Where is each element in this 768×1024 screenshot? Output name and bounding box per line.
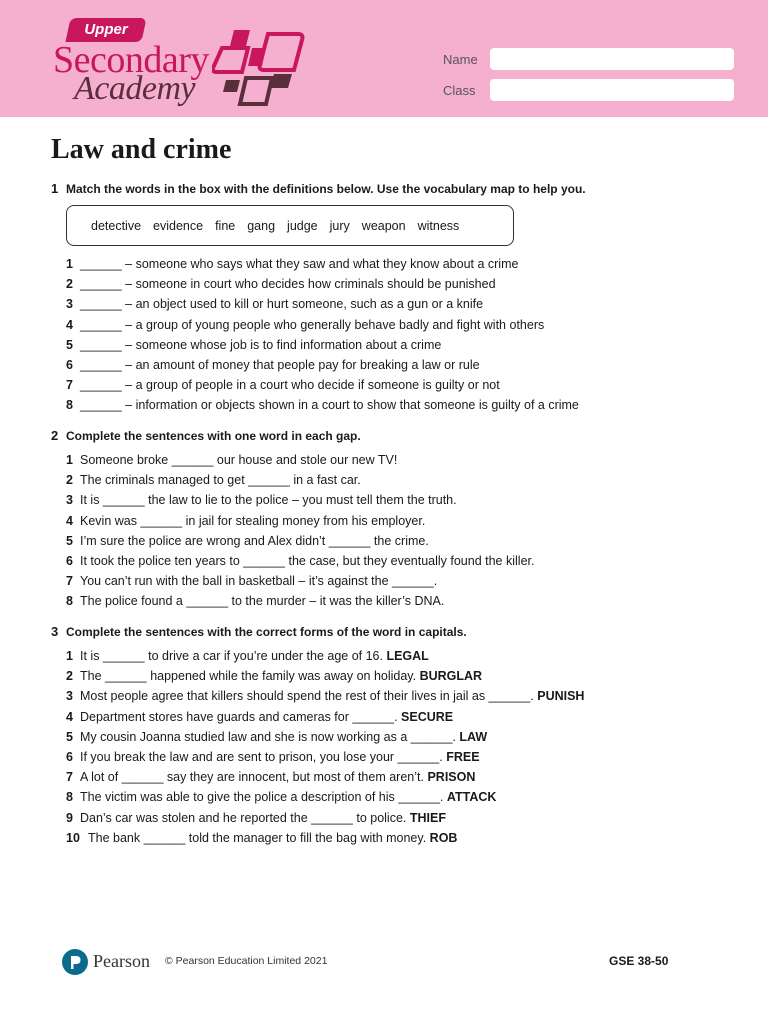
item-text: It is ______ to drive a car if you’re under the age of 16. — [80, 649, 383, 663]
item-number: 4 — [66, 709, 73, 724]
item-number: 6 — [66, 749, 73, 764]
item-text: ______ – someone in court who decides how criminals should be punished — [80, 277, 496, 292]
list-item — [66, 727, 584, 747]
list-item — [66, 511, 534, 531]
item-text: Kevin was ______ in jail for stealing money from his employer. — [80, 513, 426, 528]
item-keyword: PUNISH — [537, 689, 585, 704]
item-number: 5 — [66, 729, 73, 744]
list-item — [66, 666, 584, 686]
list-item — [66, 254, 579, 274]
header-band — [0, 0, 768, 117]
word-box — [66, 205, 514, 246]
ex2-instruction-text: Complete the sentences with one word in each gap. — [66, 429, 361, 443]
item-number: 2 — [66, 669, 73, 684]
item-text: Dan’s car was stolen and he reported the ______ to police. — [80, 810, 407, 825]
item-keyword: ROB — [429, 830, 458, 845]
list-item — [66, 470, 534, 490]
item-keyword: LAW — [459, 729, 488, 744]
item-number: 3 — [66, 689, 73, 704]
class-label: Class — [443, 83, 476, 98]
ex2-list — [66, 450, 534, 612]
list-item — [66, 551, 534, 571]
word-box-item: detective — [91, 218, 142, 233]
word-box-item: jury — [329, 218, 350, 233]
item-text: I’m sure the police are wrong and Alex didn’t ______ the crime. — [80, 533, 429, 548]
list-item — [66, 571, 534, 591]
word-box-item: weapon — [361, 218, 406, 233]
item-text: ______ – someone who says what they saw and what they know about a crime — [80, 257, 519, 271]
ex1-instruction-text: Match the words in the box with the definitions below. Use the vocabulary map to help you. — [66, 182, 586, 196]
item-keyword: BURGLAR — [419, 669, 483, 684]
item-text: The criminals managed to get ______ in a fast car. — [80, 473, 361, 488]
item-text: The bank ______ told the manager to fill the bag with money. — [88, 830, 427, 845]
list-item — [66, 355, 579, 375]
name-label: Name — [443, 52, 478, 67]
item-keyword: LEGAL — [386, 649, 429, 663]
pearson-brand: Pearson — [93, 951, 150, 971]
list-item — [66, 375, 579, 395]
list-item — [66, 808, 584, 828]
list-item — [66, 591, 534, 611]
word-box-item: evidence — [153, 218, 204, 233]
list-item — [66, 828, 584, 848]
list-item — [66, 274, 579, 294]
item-number: 8 — [66, 594, 73, 609]
ex2-number: 2 — [51, 428, 59, 443]
ex3-instruction — [51, 624, 467, 639]
ex3-list — [66, 646, 584, 848]
list-item — [66, 294, 579, 314]
item-number: 7 — [66, 378, 73, 393]
ex1-number: 1 — [51, 181, 59, 196]
class-field[interactable] — [490, 79, 734, 101]
item-text: ______ – a group of young people who generally behave badly and fight with others — [80, 317, 545, 332]
gse-level: GSE 38-50 — [609, 954, 669, 968]
item-keyword: THIEF — [409, 810, 446, 825]
item-number: 6 — [66, 357, 73, 372]
list-item — [66, 646, 584, 666]
item-text: If you break the law and are sent to prison, you lose your ______. — [80, 749, 443, 764]
list-item — [66, 707, 584, 727]
item-number: 8 — [66, 398, 73, 413]
item-number: 9 — [66, 810, 73, 825]
list-item — [66, 450, 534, 470]
item-text: ______ – a group of people in a court who decide if someone is guilty or not — [80, 378, 500, 393]
word-box-item: fine — [215, 218, 236, 233]
item-text: The ______ happened while the family was away on holiday. — [80, 669, 417, 684]
item-text: ______ – an amount of money that people pay for breaking a law or rule — [80, 357, 480, 372]
item-keyword: ATTACK — [446, 790, 497, 805]
page-title: Law and crime — [51, 134, 232, 165]
logo-academy-text: Academy — [74, 70, 196, 107]
item-number: 3 — [66, 493, 73, 508]
item-number: 5 — [66, 337, 73, 352]
item-number: 7 — [66, 770, 73, 785]
ex1-instruction — [51, 181, 586, 196]
item-text: The victim was able to give the police a description of his ______. — [80, 790, 444, 805]
item-text: You can’t run with the ball in basketball – it’s against the ______. — [80, 574, 438, 589]
item-number: 2 — [66, 277, 73, 292]
word-box-item: judge — [287, 218, 318, 233]
item-text: My cousin Joanna studied law and she is now working as a ______. — [80, 729, 456, 744]
item-text: It took the police ten years to ______ the case, but they eventually found the killer. — [80, 553, 535, 568]
item-number: 7 — [66, 574, 73, 589]
list-item — [66, 767, 584, 787]
item-text: ______ – someone whose job is to find information about a crime — [80, 337, 442, 352]
item-text: The police found a ______ to the murder – it was the killer’s DNA. — [80, 594, 445, 609]
item-text: It is ______ the law to lie to the police – you must tell them the truth. — [80, 493, 457, 508]
list-item — [66, 686, 584, 706]
item-number: 4 — [66, 317, 73, 332]
item-number: 10 — [66, 830, 80, 845]
ex3-number: 3 — [51, 624, 59, 639]
item-number: 4 — [66, 513, 73, 528]
item-text: Department stores have guards and cameras for ______. — [80, 709, 398, 724]
ex2-instruction — [51, 428, 361, 443]
pearson-logo-icon — [62, 949, 88, 975]
item-number: 2 — [66, 473, 73, 488]
item-text: A lot of ______ say they are innocent, but most of them aren’t. — [80, 770, 424, 785]
list-item — [66, 531, 534, 551]
list-item — [66, 490, 534, 510]
item-text: ______ – information or objects shown in a court to show that someone is guilty of a crime — [80, 398, 579, 413]
copyright-text: © Pearson Education Limited 2021 — [165, 955, 328, 967]
item-number: 5 — [66, 533, 73, 548]
word-box-item: gang — [247, 218, 276, 233]
item-keyword: PRISON — [427, 770, 476, 785]
list-item — [66, 787, 584, 807]
list-item — [66, 315, 579, 335]
logo-shapes-icon — [212, 26, 307, 111]
list-item — [66, 335, 579, 355]
item-text: ______ – an object used to kill or hurt someone, such as a gun or a knife — [80, 297, 484, 312]
item-text: Someone broke ______ our house and stole our new TV! — [80, 453, 398, 467]
word-box-item: witness — [417, 218, 460, 233]
item-number: 8 — [66, 790, 73, 805]
item-text: Most people agree that killers should spend the rest of their lives in jail as ______. — [80, 689, 534, 704]
item-number: 3 — [66, 297, 73, 312]
item-number: 1 — [66, 453, 73, 467]
name-field[interactable] — [490, 48, 734, 70]
logo-upper-text: Upper — [84, 21, 128, 38]
logo-secondary-text: Secondary — [53, 39, 209, 81]
item-number: 1 — [66, 649, 73, 663]
item-number: 6 — [66, 553, 73, 568]
list-item — [66, 395, 579, 415]
item-keyword: SECURE — [401, 709, 454, 724]
item-keyword: FREE — [446, 749, 480, 764]
item-number: 1 — [66, 257, 73, 271]
ex1-list — [66, 254, 579, 416]
ex3-instruction-text: Complete the sentences with the correct forms of the word in capitals. — [66, 625, 467, 639]
list-item — [66, 747, 584, 767]
